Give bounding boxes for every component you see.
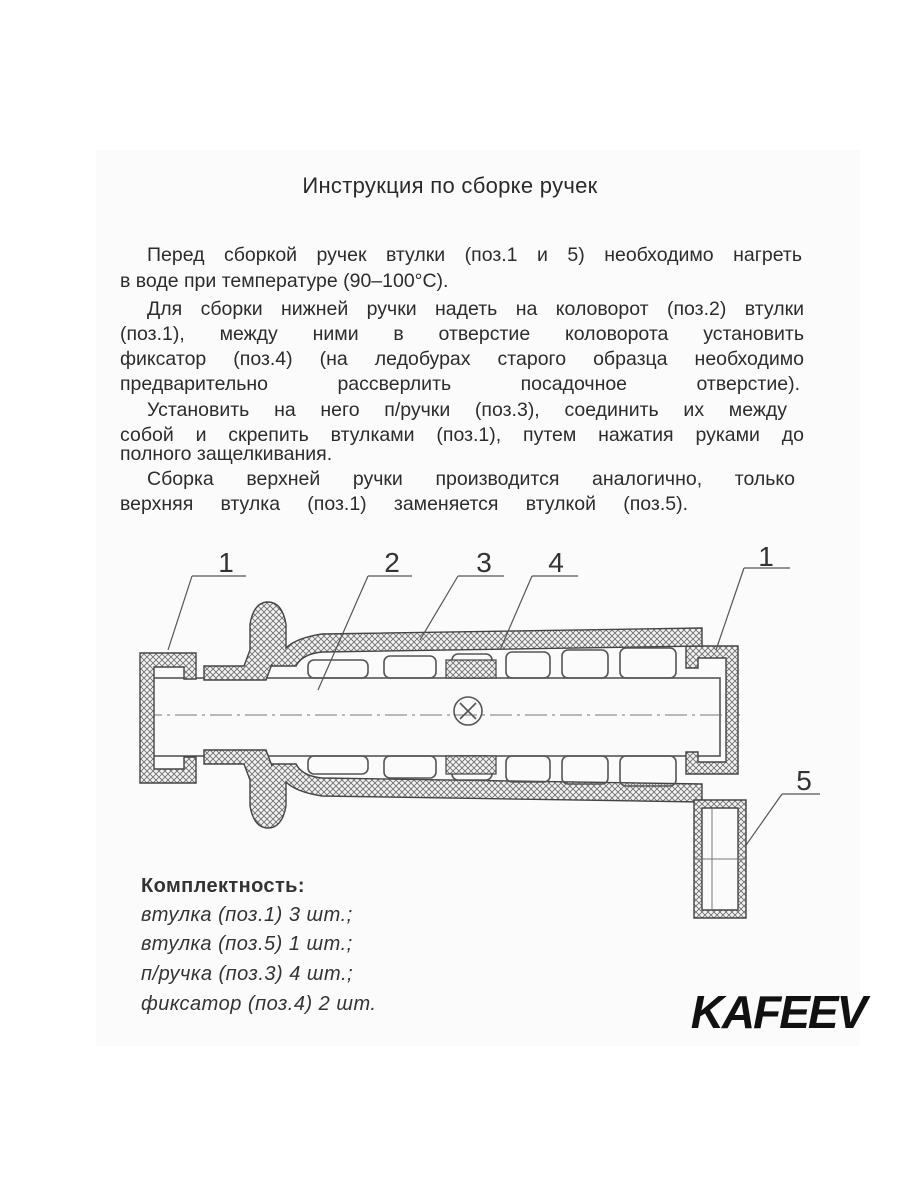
paragraph-line: предварительно рассверлить посадочное отверстие). [120,373,800,395]
label-top-sleeve: 5 [796,765,812,796]
kit-item: фиксатор (поз.4) 2 шт. [141,993,377,1015]
paragraph-line: верхняя втулка (поз.1) заменяется втулкой (поз.5). [120,493,688,515]
paragraph-line: полного защелкивания. [120,443,333,465]
sleeve-5-drawing [694,800,746,918]
label-handle-half: 3 [476,547,492,578]
paragraph-line: фиксатор (поз.4) (на ледобурах старого образца необходимо [120,348,804,370]
paragraph-line: Для сборки нижней ручки надеть на коловорот (поз.2) втулки [147,298,804,320]
label-right-sleeve: 1 [758,541,774,572]
handle-assembly-drawing [120,540,840,930]
paragraph-line: (поз.1), между ними в отверстие коловорота установить [120,323,804,345]
kit-item: п/ручка (поз.3) 4 шт.; [141,963,354,985]
label-auger-shaft: 2 [384,547,400,578]
kit-item: втулка (поз.1) 3 шт.; [141,904,353,926]
kit-title: Комплектность: [141,875,305,897]
page-title: Инструкция по сборке ручек [302,173,598,198]
paragraph-line: Перед сборкой ручек втулки (поз.1 и 5) необходимо нагреть [147,244,802,266]
paragraph-line: в воде при температуре (90–100°С). [120,270,449,292]
label-left-sleeve: 1 [218,547,234,578]
kit-item: втулка (поз.5) 1 шт.; [141,933,353,955]
label-retainer: 4 [548,547,564,578]
paragraph-line: собой и скрепить втулками (поз.1), путем нажатия руками до [120,424,804,446]
logo-text: KAFEEV [690,986,866,1038]
kafeev-logo [672,986,884,1038]
paragraph-line: Установить на него п/ручки (поз.3), соединить их между [147,399,787,421]
paragraph-line: Сборка верхней ручки производится аналогично, только [147,468,795,490]
